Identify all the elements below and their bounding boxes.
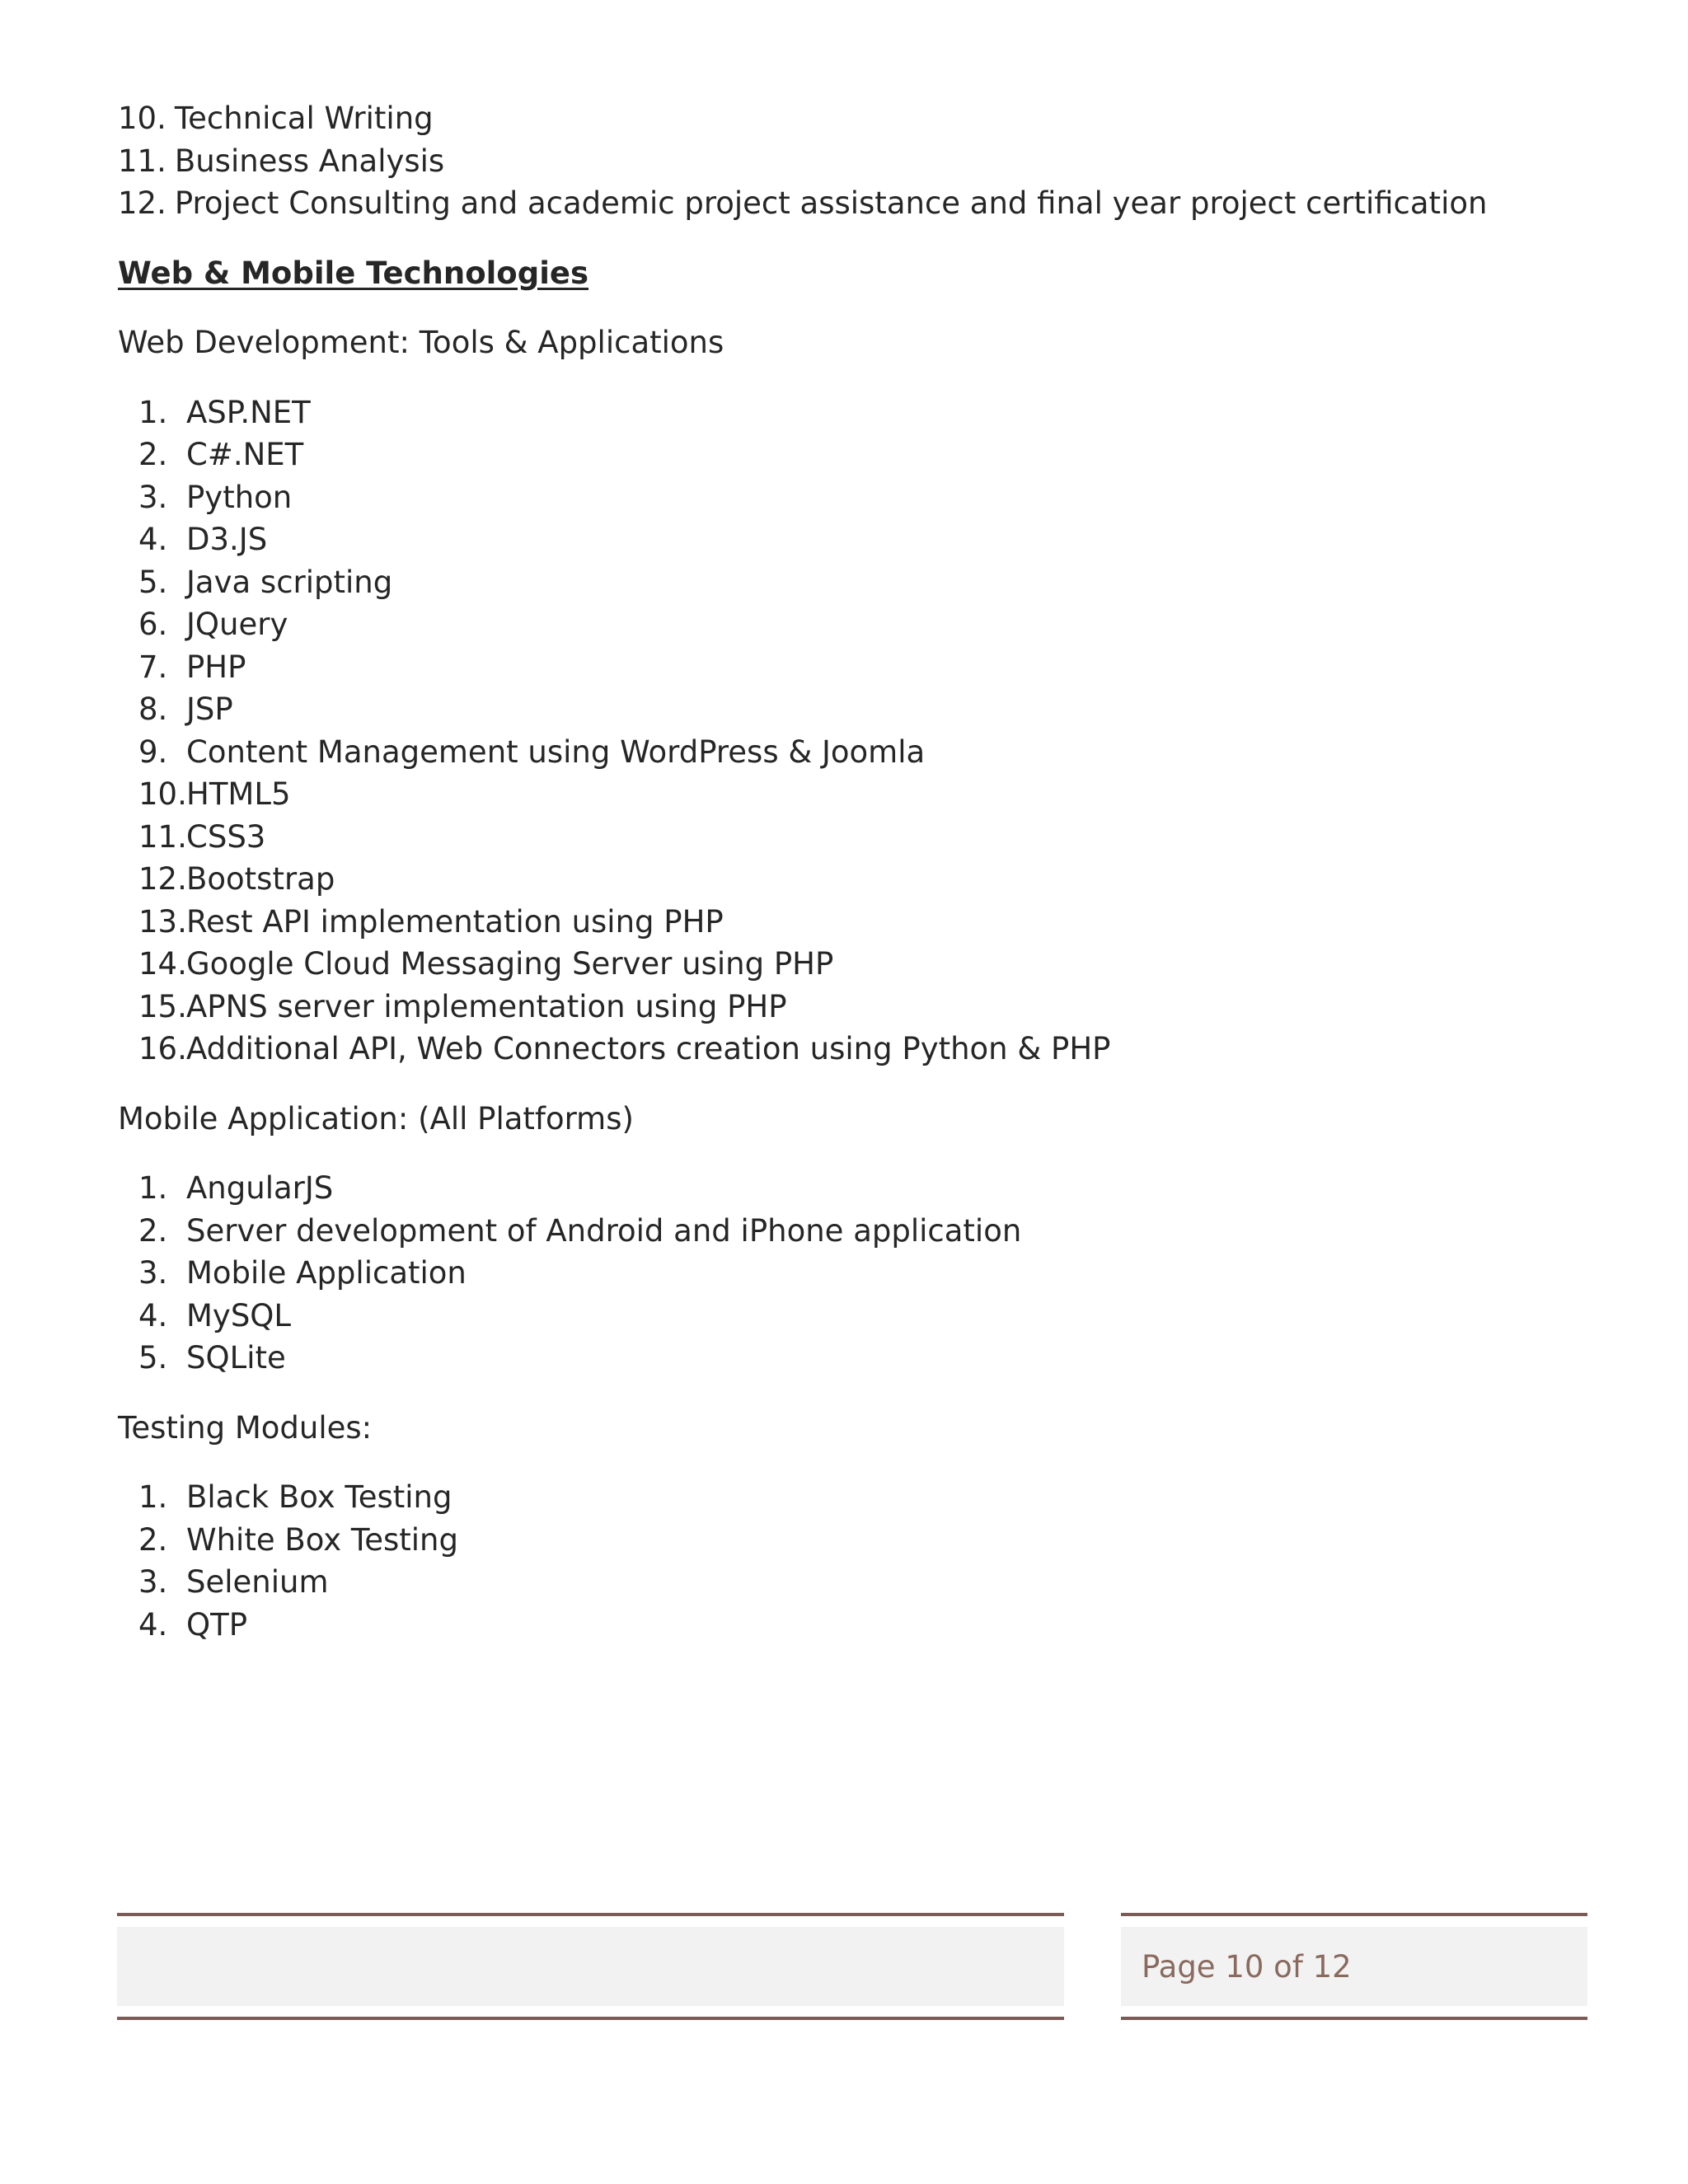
list-item: 1. ASP.NET xyxy=(138,394,311,430)
page-number: Page 10 of 12 xyxy=(1142,1948,1352,1985)
list-item: 2. Server development of Android and iPhone application xyxy=(138,1212,1022,1249)
list-item: 4. QTP xyxy=(138,1606,248,1643)
list-item: 14.Google Cloud Messaging Server using PHP xyxy=(138,946,834,982)
testing-list xyxy=(118,1476,1585,1646)
mobile-title: Mobile Application: (All Platforms) xyxy=(118,1100,634,1137)
list-item: 15.APNS server implementation using PHP xyxy=(138,988,787,1024)
list-item: 11. Business Analysis xyxy=(118,143,445,179)
list-item: 16.Additional API, Web Connectors creation using Python & PHP xyxy=(138,1031,1111,1066)
list-item: 2. C#.NET xyxy=(138,437,304,472)
mobile-list xyxy=(118,1167,1585,1380)
list-item: 4. MySQL xyxy=(138,1297,292,1333)
list-item: 4. D3.JS xyxy=(138,522,268,557)
list-item: 8. JSP xyxy=(138,691,233,727)
list-item: 2. White Box Testing xyxy=(138,1521,458,1558)
list-item: 9. Content Management using WordPress & Joomla xyxy=(138,733,926,770)
web-dev-title: Web Development: Tools & Applications xyxy=(118,325,724,360)
list-item: 5. SQLite xyxy=(138,1340,286,1376)
list-item: 10.HTML5 xyxy=(138,776,291,812)
list-item: 3. Selenium xyxy=(138,1564,329,1600)
list-item: 13.Rest API implementation using PHP xyxy=(138,903,724,940)
list-item: 3. Python xyxy=(138,479,293,515)
footer-left-fill xyxy=(117,1927,1064,2006)
list-item: 7. PHP xyxy=(138,649,246,685)
list-item: 6. JQuery xyxy=(138,607,288,642)
list-item: 3. Mobile Application xyxy=(138,1255,467,1291)
list-item: 1. AngularJS xyxy=(138,1170,334,1206)
testing-title: Testing Modules: xyxy=(118,1409,373,1446)
web-dev-list xyxy=(118,391,1585,1071)
intro-list xyxy=(118,97,1585,225)
footer-left-box xyxy=(117,1913,1064,2020)
list-item: 11.CSS3 xyxy=(138,818,266,855)
footer-page-box xyxy=(1121,1913,1587,2020)
footer-right-fill xyxy=(1121,1927,1587,2006)
list-item: 10. Technical Writing xyxy=(118,101,434,136)
list-item: 5. Java scripting xyxy=(138,564,393,600)
section-heading: Web & Mobile Technologies xyxy=(118,255,589,291)
document-body xyxy=(118,97,1585,1646)
list-item: 12.Bootstrap xyxy=(138,861,335,897)
list-item: 1. Black Box Testing xyxy=(138,1479,452,1515)
list-item: 12. Project Consulting and academic project assistance and final year project certification xyxy=(118,185,1488,221)
